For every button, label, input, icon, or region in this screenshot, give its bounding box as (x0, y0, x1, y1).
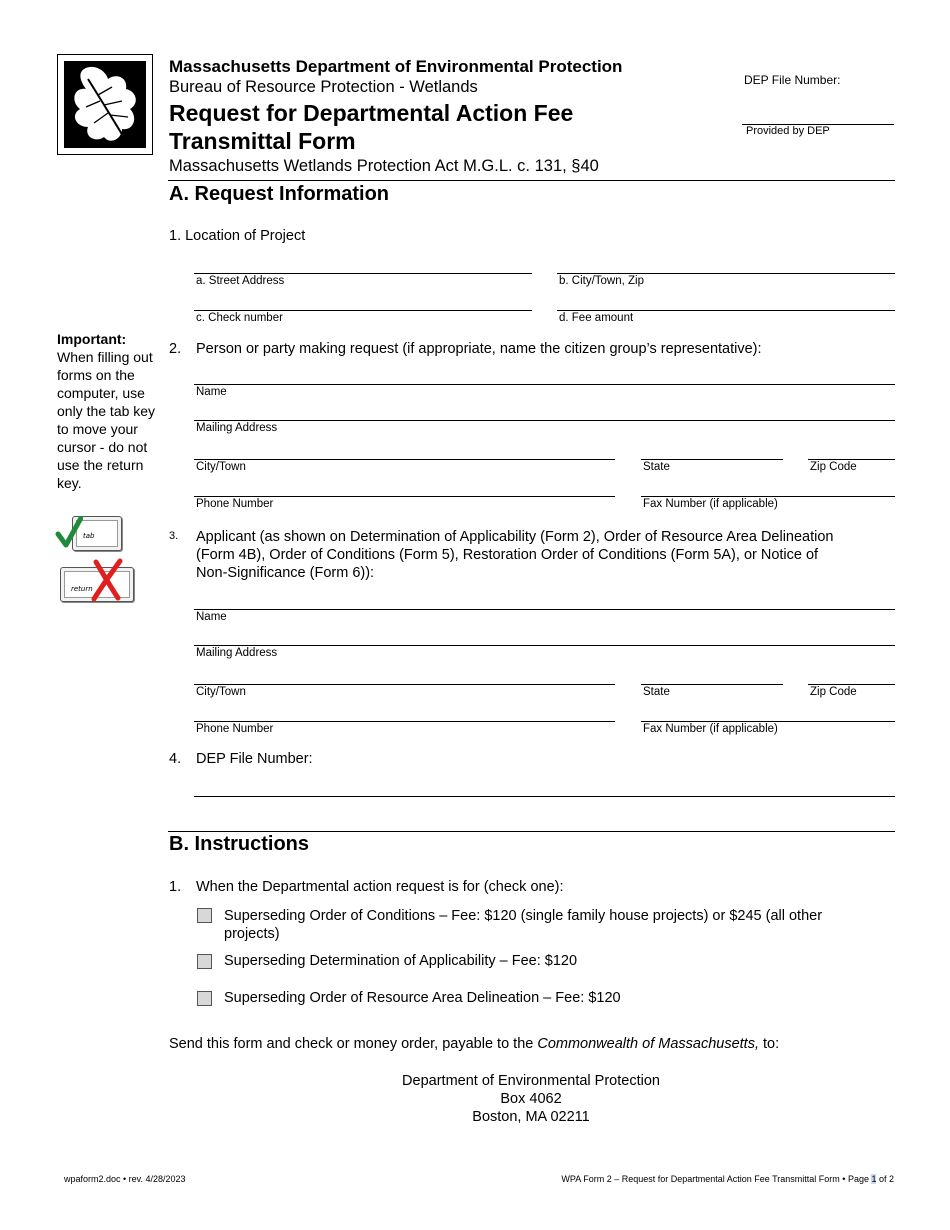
dep-logo (57, 54, 153, 155)
q3-label-line2: (Form 4B), Order of Conditions (Form 5), Restoration Order of Conditions (Form 5A), or Notice of (196, 547, 819, 563)
form-title (169, 99, 689, 155)
q2-name-field[interactable] (194, 384, 895, 385)
fee-amount-label: d. Fee amount (559, 312, 634, 324)
footer-page-info (561, 1174, 894, 1184)
q3-zip-label: Zip Code (810, 686, 857, 698)
act-reference: Massachusetts Wetlands Protection Act M.G.L. c. 131, §40 (169, 157, 599, 175)
q1-label: 1. Location of Project (169, 228, 306, 244)
check-number-field[interactable] (194, 310, 532, 311)
header-divider (168, 180, 895, 181)
option-determination-label: Superseding Determination of Applicability – Fee: $120 (224, 953, 578, 969)
b-q1-label: When the Departmental action request is for (check one): (196, 879, 564, 895)
address-line1: Department of Environmental Protection (402, 1073, 660, 1089)
q3-name-field[interactable] (194, 609, 895, 610)
q2-city-label: City/Town (196, 461, 246, 473)
b-q1-number: 1. (169, 879, 182, 895)
send-suffix: to: (758, 1036, 780, 1052)
q2-fax-field[interactable] (641, 496, 895, 497)
q3-phone-label: Phone Number (196, 723, 274, 735)
q4-number: 4. (169, 751, 182, 767)
q3-label (196, 528, 834, 582)
fee-amount-field[interactable] (557, 310, 895, 311)
q3-fax-field[interactable] (641, 721, 895, 722)
important-text: When filling out forms on the computer, use only the tab key to move your cursor - do not use the return key. (57, 349, 156, 491)
important-heading: Important: (57, 331, 127, 347)
send-prefix: Send this form and check or money order, payable to the (169, 1036, 538, 1052)
agency-name: Massachusetts Department of Environmental Protection (169, 57, 623, 76)
checkmark-icon (55, 516, 83, 548)
address-line2: Box 4062 (500, 1091, 562, 1107)
form-title-line2: Transmittal Form (169, 128, 356, 154)
red-x-icon (90, 558, 124, 602)
return-key-label: return (71, 585, 93, 593)
check-number-label: c. Check number (196, 312, 283, 324)
q3-state-label: State (643, 686, 670, 698)
q3-phone-field[interactable] (194, 721, 615, 722)
footer-form-name: WPA Form 2 – Request for Departmental Action Fee Transmittal Form • Page (561, 1174, 872, 1184)
option-1-line2: projects) (224, 926, 280, 942)
q2-phone-label: Phone Number (196, 498, 274, 510)
q2-city-field[interactable] (194, 459, 615, 460)
q3-label-line3: Non-Significance (Form 6)): (196, 565, 375, 581)
option-delineation-label: Superseding Order of Resource Area Delineation – Fee: $120 (224, 990, 621, 1006)
important-note (57, 330, 157, 492)
q3-name-label: Name (196, 611, 227, 623)
street-address-label: a. Street Address (196, 275, 285, 287)
q2-mailing-label: Mailing Address (196, 422, 278, 434)
q4-label: DEP File Number: (196, 751, 313, 767)
city-zip-label: b. City/Town, Zip (559, 275, 644, 287)
q3-label-line1: Applicant (as shown on Determination of Applicability (Form 2), Order of Resource Area Delineation (196, 529, 834, 545)
q2-number: 2. (169, 341, 182, 357)
tab-key-label: tab (83, 532, 95, 540)
q4-dep-file-number-field[interactable] (194, 796, 895, 797)
city-zip-field[interactable] (557, 273, 895, 274)
q3-city-field[interactable] (194, 684, 615, 685)
q3-number: 3. (169, 530, 179, 542)
street-address-field[interactable] (194, 273, 532, 274)
dep-file-number-label: DEP File Number: (744, 73, 841, 87)
q3-fax-label: Fax Number (if applicable) (643, 723, 778, 735)
option-1-line1: Superseding Order of Conditions – Fee: $120 (single family house projects) or $245 (all other (224, 908, 823, 924)
q3-mailing-label: Mailing Address (196, 647, 278, 659)
section-a-title: A. Request Information (169, 183, 390, 205)
q2-name-label: Name (196, 386, 227, 398)
q2-phone-field[interactable] (194, 496, 615, 497)
section-b-title: B. Instructions (169, 833, 310, 855)
footer-page-total: of 2 (876, 1174, 894, 1184)
q2-mailing-field[interactable] (194, 420, 895, 421)
q3-zip-field[interactable] (808, 684, 895, 685)
send-payee: Commonwealth of Massachusetts, (537, 1036, 759, 1052)
q3-city-label: City/Town (196, 686, 246, 698)
q3-state-field[interactable] (641, 684, 783, 685)
q2-zip-field[interactable] (808, 459, 895, 460)
q3-mailing-field[interactable] (194, 645, 895, 646)
form-title-line1: Request for Departmental Action Fee (169, 100, 574, 126)
q2-zip-label: Zip Code (810, 461, 857, 473)
option-order-of-conditions-checkbox[interactable] (197, 908, 212, 923)
option-determination-checkbox[interactable] (197, 954, 212, 969)
oak-leaf-icon (64, 61, 146, 148)
footer-doc-revision: wpaform2.doc • rev. 4/28/2023 (64, 1174, 186, 1184)
send-instructions (169, 1036, 779, 1052)
option-order-of-conditions-label (224, 907, 822, 943)
footer-page-number: 1 (871, 1174, 877, 1184)
provided-by-dep-label: Provided by DEP (746, 125, 830, 137)
bureau-name: Bureau of Resource Protection - Wetlands (169, 78, 478, 96)
q2-fax-label: Fax Number (if applicable) (643, 498, 778, 510)
q2-state-label: State (643, 461, 670, 473)
address-line3: Boston, MA 02211 (472, 1109, 590, 1125)
q2-label: Person or party making request (if appropriate, name the citizen group’s representative): (196, 341, 762, 357)
q2-state-field[interactable] (641, 459, 783, 460)
option-delineation-checkbox[interactable] (197, 991, 212, 1006)
mailing-address-block (330, 1072, 732, 1126)
section-b-divider (168, 831, 895, 832)
